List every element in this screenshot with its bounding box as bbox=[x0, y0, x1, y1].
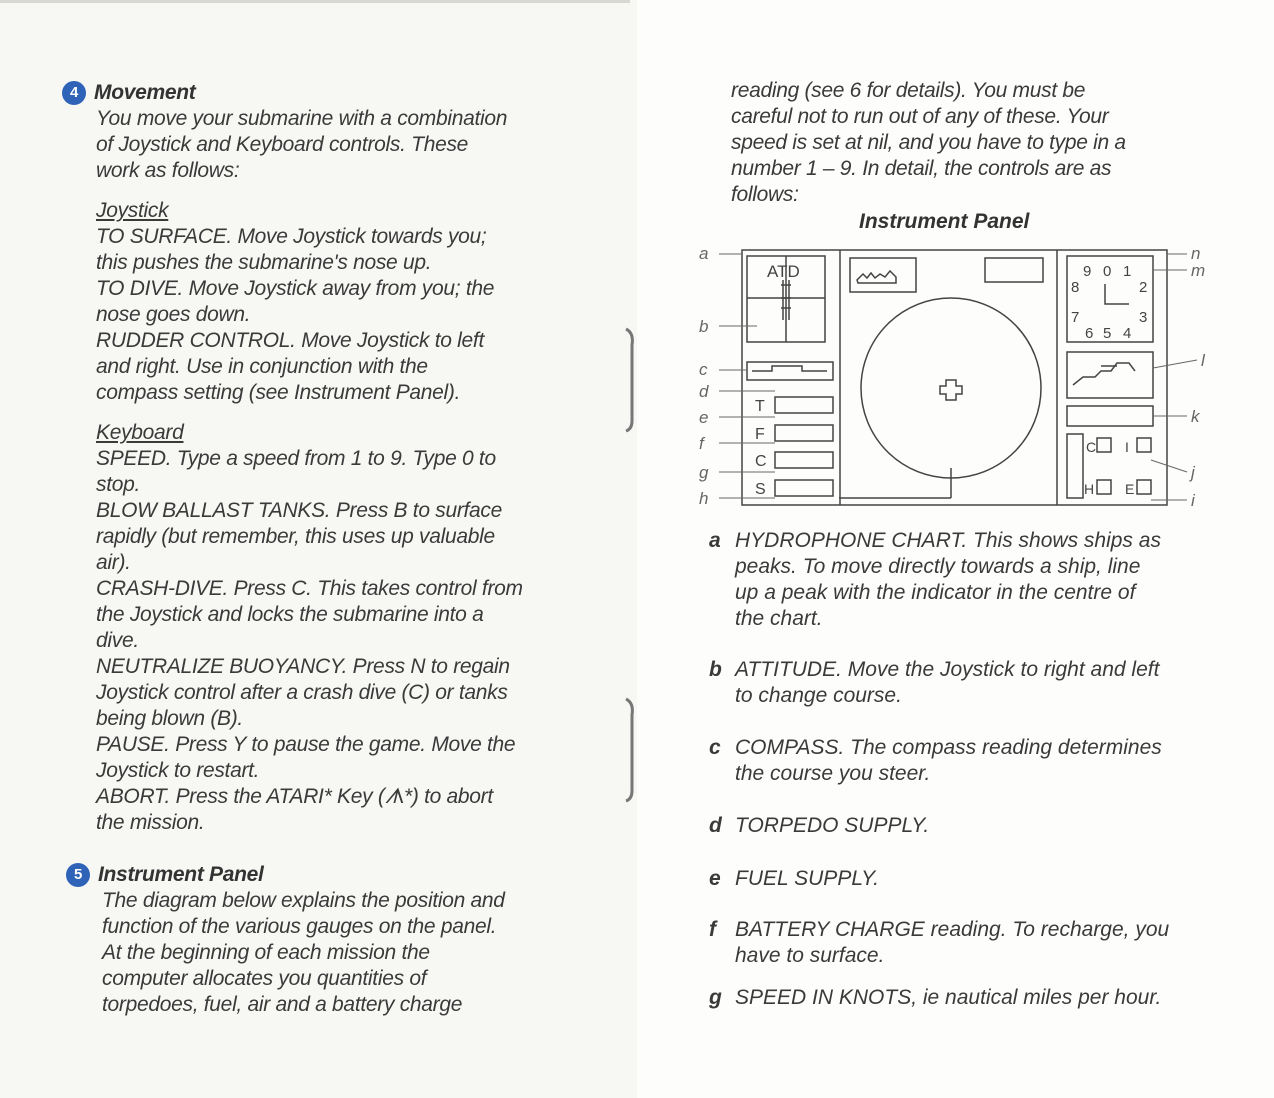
battery-gauge bbox=[775, 452, 833, 468]
text-line: At the beginning of each mission the bbox=[102, 941, 430, 964]
key-item-f bbox=[709, 917, 1249, 969]
text-line: the chart. bbox=[735, 607, 823, 630]
text-line: ABORT. Press the ATARI* Key (ᗑ*) to abort bbox=[96, 785, 493, 808]
periscope-view bbox=[861, 298, 1041, 478]
clock-digit: 8 bbox=[1071, 279, 1080, 296]
text-line: dive. bbox=[96, 629, 139, 652]
clock-digit: 1 bbox=[1123, 263, 1132, 280]
key-item-d bbox=[709, 813, 1249, 839]
callout-letter: d bbox=[699, 382, 709, 401]
text-line: BATTERY CHARGE reading. To recharge, you bbox=[735, 918, 1170, 941]
right-page bbox=[637, 0, 1274, 1098]
key-item-c bbox=[709, 735, 1249, 787]
key-item-g bbox=[709, 985, 1249, 1011]
key-letter: b bbox=[709, 658, 722, 681]
movement-intro bbox=[96, 106, 622, 184]
callout-letter: m bbox=[1191, 261, 1206, 280]
text-line: SPEED. Type a speed from 1 to 9. Type 0 to bbox=[96, 447, 496, 470]
text-line: speed is set at nil, and you have to type in a bbox=[731, 131, 1126, 154]
torpedo-gauge bbox=[775, 397, 833, 413]
clock-digit: 4 bbox=[1123, 325, 1132, 342]
clock-digit: 3 bbox=[1139, 309, 1148, 326]
depth-chart bbox=[1067, 352, 1153, 398]
text-line: computer allocates you quantities of bbox=[102, 967, 427, 990]
text-line: CRASH-DIVE. Press C. This takes control from bbox=[96, 577, 523, 600]
text-line: TORPEDO SUPPLY. bbox=[735, 814, 930, 837]
status-light bbox=[1137, 438, 1151, 452]
text-line: the Joystick and locks the submarine into a bbox=[96, 603, 484, 626]
keyboard-heading: Keyboard bbox=[96, 421, 184, 444]
key-letter: a bbox=[709, 529, 721, 552]
crosshair-icon bbox=[940, 380, 962, 400]
text-line: Joystick to restart. bbox=[96, 759, 260, 782]
movement-heading bbox=[62, 80, 622, 106]
text-line: compass setting (see Instrument Panel). bbox=[96, 381, 461, 404]
text-line: PAUSE. Press Y to pause the game. Move the bbox=[96, 733, 516, 756]
diagram-title: Instrument Panel bbox=[859, 210, 1030, 233]
key-letter: f bbox=[709, 918, 716, 941]
text-line: The diagram below explains the position and bbox=[102, 889, 505, 912]
clock-digit: 2 bbox=[1139, 279, 1148, 296]
text-line: NEUTRALIZE BUOYANCY. Press N to regain bbox=[96, 655, 510, 678]
instrument-panel-diagram bbox=[697, 240, 1267, 515]
clock-digit: 5 bbox=[1103, 325, 1112, 342]
text-line: the course you steer. bbox=[735, 762, 931, 785]
text-line: peaks. To move directly towards a ship, line bbox=[735, 555, 1141, 578]
key-item-b bbox=[709, 657, 1249, 709]
gauge-letter: T bbox=[755, 398, 765, 415]
text-line: FUEL SUPPLY. bbox=[735, 867, 879, 890]
status-light bbox=[1097, 438, 1111, 452]
callout-letter: g bbox=[699, 463, 709, 482]
section-instrument-panel bbox=[66, 862, 626, 1018]
text-line: COMPASS. The compass reading determines bbox=[735, 736, 1162, 759]
text-line: nose goes down. bbox=[96, 303, 251, 326]
instrument-panel-heading bbox=[66, 862, 626, 888]
text-line: work as follows: bbox=[96, 159, 240, 182]
key-item-a bbox=[709, 528, 1249, 632]
instrument-panel-continued bbox=[731, 78, 1251, 208]
text-line: have to surface. bbox=[735, 944, 885, 967]
callout-letter: f bbox=[699, 434, 704, 453]
clock-digit: 7 bbox=[1071, 309, 1080, 326]
text-line: being blown (B). bbox=[96, 707, 243, 730]
text-line: rapidly (but remember, this uses up valuable bbox=[96, 525, 495, 548]
air-gauge bbox=[1067, 406, 1153, 426]
callout-letter: e bbox=[699, 408, 709, 427]
text-line: You move your submarine with a combination bbox=[96, 107, 508, 130]
text-line: up a peak with the indicator in the centre of bbox=[735, 581, 1136, 604]
status-letter: H bbox=[1084, 481, 1095, 497]
gauge-letter: F bbox=[755, 426, 765, 443]
text-line: this pushes the submarine's nose up. bbox=[96, 251, 432, 274]
text-line: and right. Use in conjunction with the bbox=[96, 355, 428, 378]
text-line: number 1 – 9. In detail, the controls are as bbox=[731, 157, 1112, 180]
key-letter: g bbox=[709, 986, 722, 1009]
callout-letter: c bbox=[699, 360, 708, 379]
text-line: the mission. bbox=[96, 811, 205, 834]
text-line: TO SURFACE. Move Joystick towards you; bbox=[96, 225, 487, 248]
status-letter: C bbox=[1086, 439, 1097, 455]
callout-letter: j bbox=[1191, 463, 1195, 482]
callout-letter: i bbox=[1191, 491, 1195, 510]
text-line: stop. bbox=[96, 473, 141, 496]
panel-frame bbox=[742, 250, 1167, 505]
callout-letter: b bbox=[699, 317, 709, 336]
section-movement bbox=[62, 80, 622, 836]
text-line: of Joystick and Keyboard controls. These bbox=[96, 133, 469, 156]
top-edge-line bbox=[0, 0, 630, 3]
joystick-controls bbox=[96, 224, 622, 406]
keyboard-controls bbox=[96, 446, 622, 836]
section-number-badge: 5 bbox=[66, 863, 90, 887]
status-letter: I bbox=[1125, 439, 1129, 455]
text-line: BLOW BALLAST TANKS. Press B to surface bbox=[96, 499, 503, 522]
clock-digit: 9 bbox=[1083, 263, 1092, 280]
gauge-letter: S bbox=[755, 481, 766, 498]
movement-title: Movement bbox=[94, 81, 196, 104]
text-line: torpedoes, fuel, air and a battery charge bbox=[102, 993, 463, 1016]
text-line: air). bbox=[96, 551, 131, 574]
instrument-panel-body bbox=[102, 888, 626, 1018]
clock-digit: 0 bbox=[1103, 263, 1112, 280]
speed-gauge bbox=[775, 480, 833, 496]
key-letter: d bbox=[709, 814, 722, 837]
text-line: function of the various gauges on the panel. bbox=[102, 915, 497, 938]
text-line: SPEED IN KNOTS, ie nautical miles per hour. bbox=[735, 986, 1162, 1009]
fuel-gauge bbox=[775, 425, 833, 441]
text-line: Joystick control after a crash dive (C) or tanks bbox=[96, 681, 508, 704]
section-number-badge: 4 bbox=[62, 81, 86, 105]
callout-letter: n bbox=[1191, 244, 1201, 263]
text-line: TO DIVE. Move Joystick away from you; the bbox=[96, 277, 495, 300]
text-line: follows: bbox=[731, 183, 799, 206]
clock-digit: 6 bbox=[1085, 325, 1094, 342]
callout-letter: k bbox=[1191, 407, 1200, 426]
indicator-box bbox=[985, 258, 1043, 282]
text-line: reading (see 6 for details). You must be bbox=[731, 79, 1086, 102]
status-light bbox=[1137, 480, 1151, 494]
depth-bar bbox=[1067, 434, 1083, 498]
key-letter: e bbox=[709, 867, 721, 890]
callout-letter: l bbox=[1201, 351, 1205, 370]
attd-label: ATD bbox=[767, 262, 800, 281]
key-item-e bbox=[709, 866, 1249, 892]
joystick-heading: Joystick bbox=[96, 199, 169, 222]
text-line: RUDDER CONTROL. Move Joystick to left bbox=[96, 329, 484, 352]
text-line: to change course. bbox=[735, 684, 902, 707]
status-letter: E bbox=[1125, 481, 1135, 497]
callout-letter: h bbox=[699, 489, 709, 508]
text-line: careful not to run out of any of these. Your bbox=[731, 105, 1109, 128]
callout-letter: a bbox=[699, 244, 709, 263]
status-light bbox=[1097, 480, 1111, 494]
text-line: HYDROPHONE CHART. This shows ships as bbox=[735, 529, 1161, 552]
key-letter: c bbox=[709, 736, 721, 759]
gauge-letter: C bbox=[755, 453, 767, 470]
text-line: ATTITUDE. Move the Joystick to right and left bbox=[735, 658, 1160, 681]
instrument-panel-title: Instrument Panel bbox=[98, 863, 264, 886]
